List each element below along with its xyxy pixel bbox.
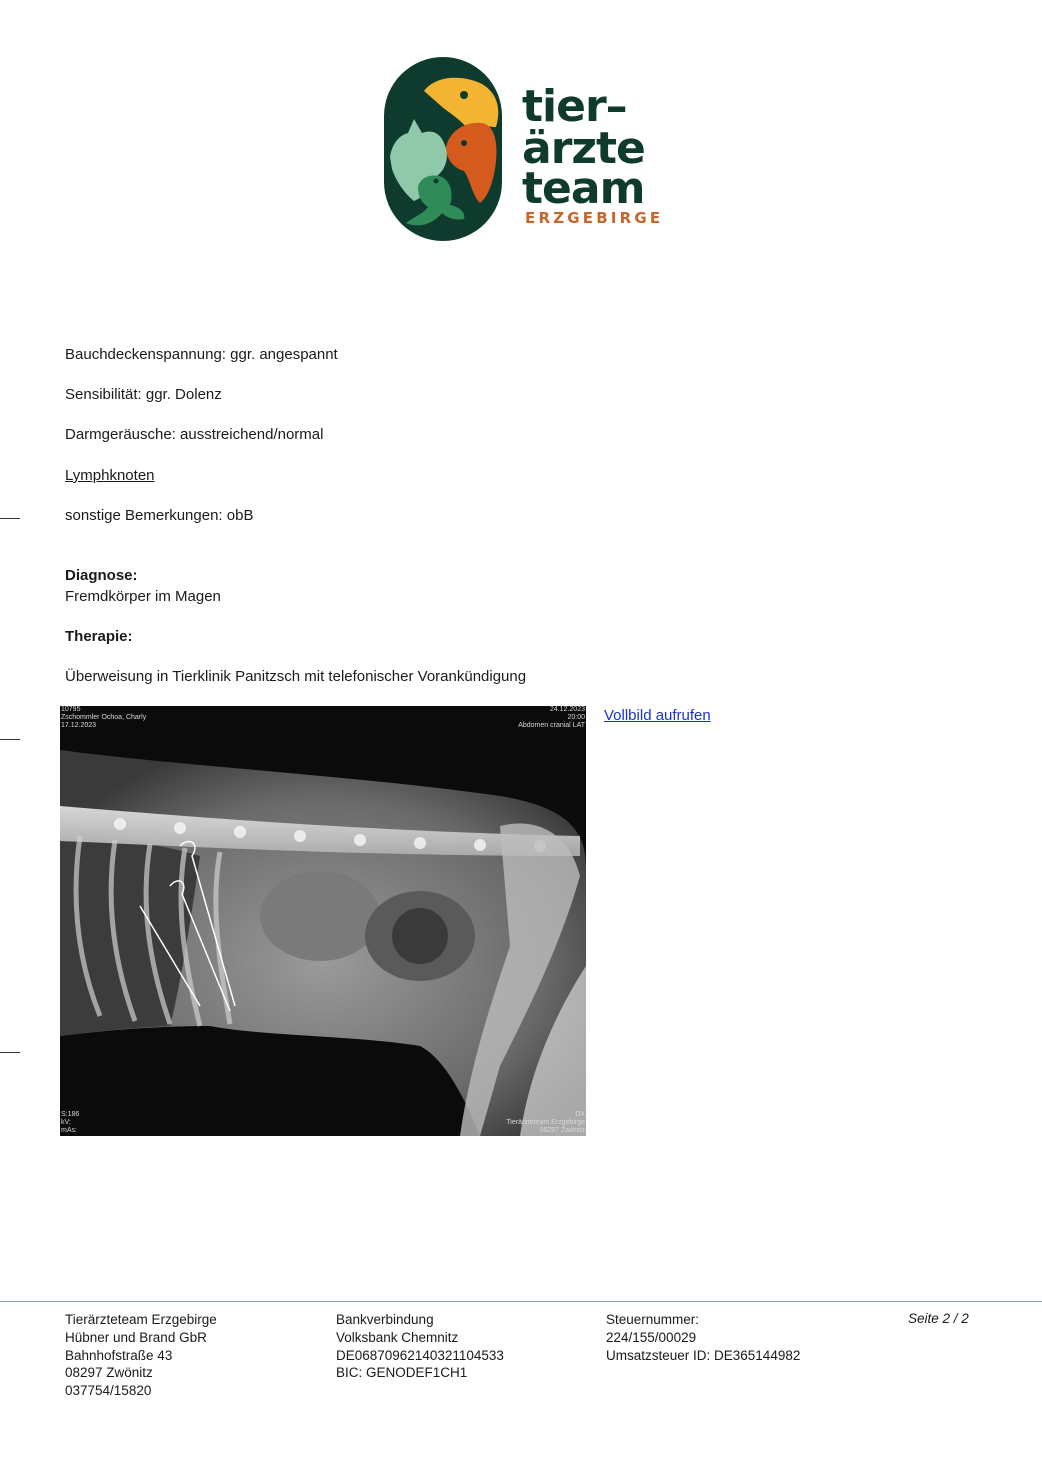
finding-other-remarks: sonstige Bemerkungen: obB	[65, 507, 254, 524]
clinic-logo	[384, 57, 664, 243]
margin-fold-mark	[0, 518, 20, 519]
page-number: Seite 2 / 2	[908, 1311, 969, 1326]
footer-tax-heading: Steuernummer:	[606, 1312, 700, 1327]
footer-tax-number: 224/155/00029	[606, 1329, 697, 1345]
footer-city: 08297 Zwönitz	[65, 1365, 153, 1381]
diagnosis-text: Fremdkörper im Magen	[65, 588, 221, 605]
clinic-logo-emblem-icon	[384, 57, 506, 243]
diagnosis-heading: Diagnose:	[65, 567, 138, 584]
footer-legal-form: Hübner und Brand GbR	[65, 1329, 207, 1345]
xray-label-top-right: 24.12.2023 20:00 Abdomen cranial LAT	[518, 706, 585, 729]
footer-street: Bahnhofstraße 43	[65, 1347, 173, 1363]
footer-tax	[606, 1311, 800, 1364]
logo-word-aerzte: ärzte	[522, 123, 645, 174]
footer-bank-name: Volksbank Chemnitz	[336, 1329, 459, 1345]
footer-iban: DE06870962140321104533	[336, 1347, 504, 1363]
xray-image[interactable]	[60, 706, 586, 1136]
footer-phone: 037754/15820	[65, 1383, 152, 1399]
footer-address	[65, 1311, 217, 1400]
therapy-heading: Therapie:	[65, 628, 133, 645]
margin-punch-mark	[0, 1052, 20, 1053]
finding-bowel-sounds: Darmgeräusche: ausstreichend/normal	[65, 426, 324, 443]
xray-label-bottom-right: DX Tierärzteteam Erzgebirge 08297 Zwönitz	[506, 1111, 585, 1134]
therapy-text: Überweisung in Tierklinik Panitzsch mit telefonischer Vorankündigung	[65, 668, 527, 685]
logo-word-team: team	[522, 163, 645, 214]
finding-abdominal-tension: Bauchdeckenspannung: ggr. angespannt	[65, 346, 338, 363]
finding-sensitivity: Sensibilität: ggr. Dolenz	[65, 386, 222, 403]
xray-radiograph-picture	[60, 706, 586, 1136]
xray-label-top-left: 10795 Zschommler Ochoa, Charly 17.12.2023	[61, 706, 147, 729]
logo-word-tier: tier–	[522, 81, 627, 132]
footer-divider	[0, 1301, 1042, 1302]
xray-label-bottom-left: S:186 kV: mAs:	[61, 1111, 80, 1134]
finding-lymph-nodes-heading: Lymphknoten	[65, 467, 155, 484]
footer-bank	[336, 1311, 504, 1382]
margin-fold-mark	[0, 739, 20, 740]
footer-company: Tierärzteteam Erzgebirge	[65, 1312, 217, 1327]
footer-vat-id: Umsatzsteuer ID: DE365144982	[606, 1347, 801, 1363]
footer-bic: BIC: GENODEF1CH1	[336, 1365, 468, 1381]
footer-bank-heading: Bankverbindung	[336, 1312, 434, 1327]
logo-subtitle: ERZGEBIRGE	[525, 209, 664, 227]
view-fullscreen-link[interactable]: Vollbild aufrufen	[604, 707, 711, 724]
